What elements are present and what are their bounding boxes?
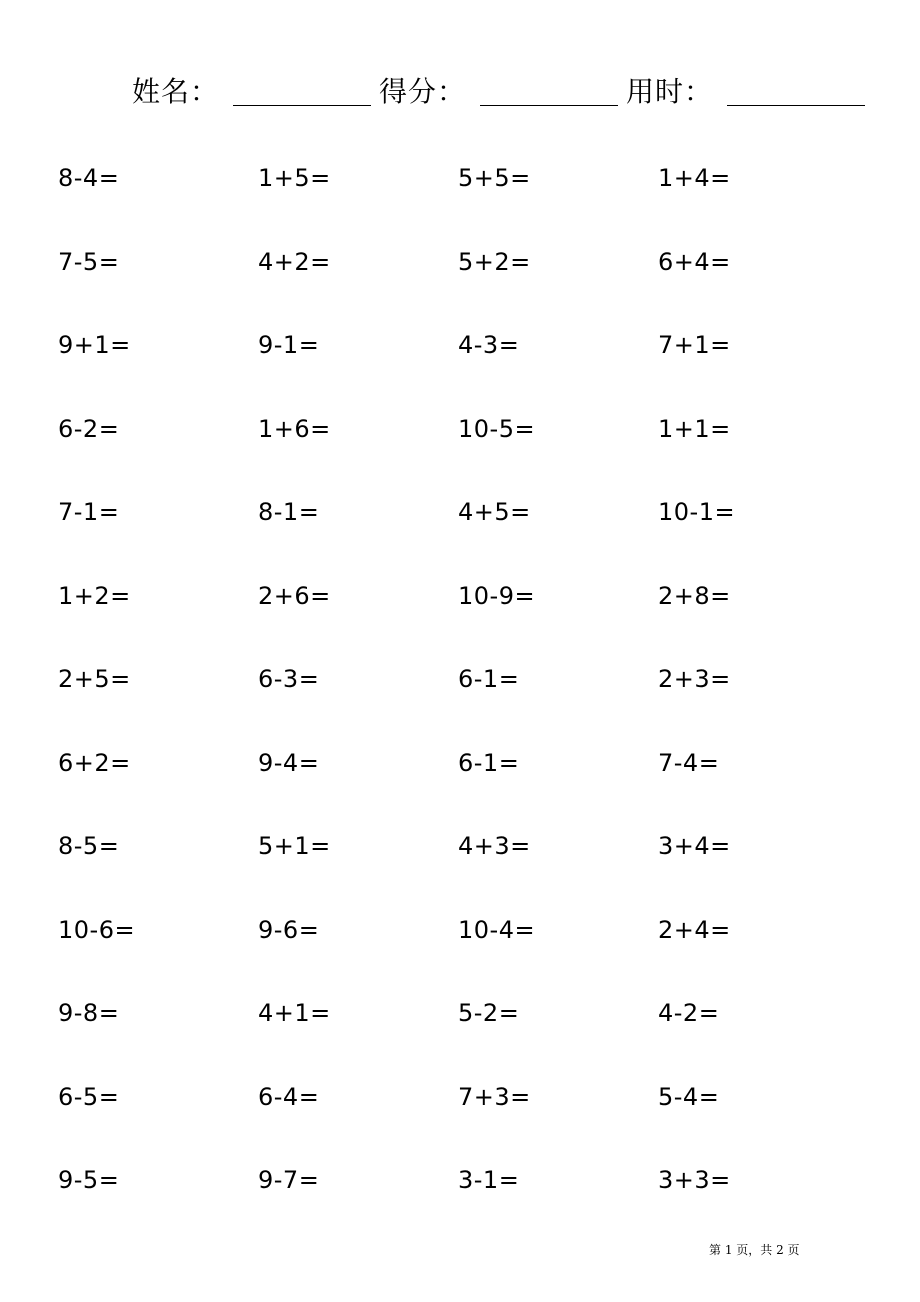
problem-grid: [58, 160, 858, 1246]
math-problem: 1+6=: [258, 414, 331, 443]
math-problem: 6+2=: [58, 748, 131, 777]
page-number: 第 1 页，共 2 页: [709, 1243, 800, 1257]
math-problem: 6-3=: [258, 665, 320, 693]
math-problem: 2+8=: [658, 581, 731, 610]
problem-row: [58, 745, 858, 829]
math-problem: 7-5=: [58, 247, 120, 276]
name-label: 姓名：: [132, 75, 220, 108]
problem-row: [58, 327, 858, 411]
problem-row: [58, 661, 858, 745]
math-problem: 9+1=: [58, 331, 131, 359]
name-field: [132, 69, 379, 110]
math-problem: 3+4=: [658, 832, 731, 860]
math-problem: 9-8=: [58, 999, 120, 1027]
math-problem: 2+3=: [658, 665, 731, 693]
math-problem: 9-4=: [258, 748, 320, 777]
math-problem: 6-1=: [458, 665, 520, 693]
math-problem: 8-5=: [58, 832, 120, 860]
problem-row: [58, 995, 858, 1079]
math-problem: 7-1=: [58, 498, 120, 526]
math-problem: 8-1=: [258, 498, 320, 526]
math-problem: 1+5=: [258, 164, 331, 192]
math-problem: 2+5=: [58, 665, 131, 693]
score-label: 得分：: [379, 75, 467, 108]
problem-row: [58, 411, 858, 495]
time-field: [626, 69, 865, 110]
math-problem: 9-1=: [258, 331, 320, 359]
math-problem: 10-4=: [458, 915, 536, 944]
math-problem: 6+4=: [658, 247, 731, 276]
math-problem: 9-6=: [258, 915, 320, 944]
math-problem: 8-4=: [58, 164, 120, 192]
math-problem: 5+1=: [258, 832, 331, 860]
problem-row: [58, 494, 858, 578]
problem-row: [58, 828, 858, 912]
problem-row: [58, 160, 858, 244]
math-problem: 10-9=: [458, 581, 536, 610]
score-field: [379, 69, 626, 110]
math-problem: 9-5=: [58, 1166, 120, 1194]
math-problem: 7-4=: [658, 748, 720, 777]
math-problem: 5+2=: [458, 247, 531, 276]
math-problem: 10-5=: [458, 414, 536, 443]
math-problem: 4-2=: [658, 999, 720, 1027]
name-blank-line[interactable]: [233, 69, 371, 106]
math-problem: 1+2=: [58, 581, 131, 610]
math-problem: 6-1=: [458, 748, 520, 777]
math-problem: 6-2=: [58, 414, 120, 443]
math-problem: 6-5=: [58, 1082, 120, 1111]
math-problem: 4+1=: [258, 999, 331, 1027]
problem-row: [58, 244, 858, 328]
math-problem: 1+1=: [658, 414, 731, 443]
time-blank-line[interactable]: [727, 69, 865, 106]
math-problem: 4+2=: [258, 247, 331, 276]
math-problem: 2+6=: [258, 581, 331, 610]
worksheet-header: [132, 60, 852, 110]
score-blank-line[interactable]: [480, 69, 618, 106]
math-problem: 3+3=: [658, 1166, 731, 1194]
math-problem: 2+4=: [658, 915, 731, 944]
math-problem: 4+3=: [458, 832, 531, 860]
math-problem: 4-3=: [458, 331, 520, 359]
math-problem: 6-4=: [258, 1082, 320, 1111]
math-problem: 10-1=: [658, 498, 736, 526]
problem-row: [58, 912, 858, 996]
math-problem: 3-1=: [458, 1166, 520, 1194]
math-problem: 5-2=: [458, 999, 520, 1027]
math-problem: 5+5=: [458, 164, 531, 192]
math-problem: 7+3=: [458, 1082, 531, 1111]
math-problem: 4+5=: [458, 498, 531, 526]
math-problem: 7+1=: [658, 331, 731, 359]
math-problem: 9-7=: [258, 1166, 320, 1194]
problem-row: [58, 1079, 858, 1163]
time-label: 用时：: [626, 75, 714, 108]
math-problem: 5-4=: [658, 1082, 720, 1111]
math-problem: 1+4=: [658, 164, 731, 192]
math-problem: 10-6=: [58, 915, 136, 944]
problem-row: [58, 1162, 858, 1246]
problem-row: [58, 578, 858, 662]
